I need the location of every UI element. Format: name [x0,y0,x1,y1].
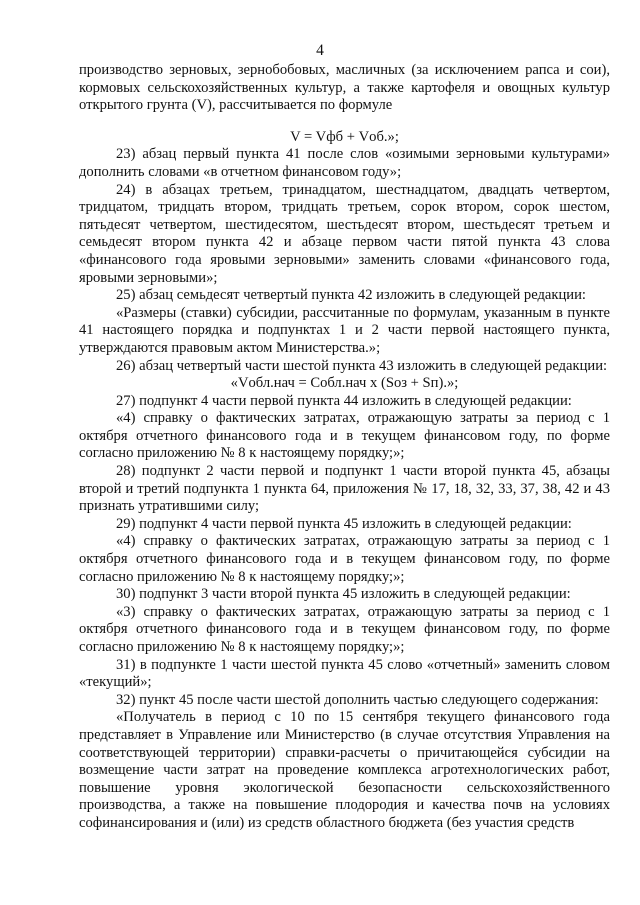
paragraph-item-27-text: «4) справку о фактических затратах, отражающую затраты за период с 1 октября отчетного финансового года и в текущем финансовом году, по форме согласно приложению № 8 к настоящему порядку;»; [79,410,610,462]
paragraph-item-27: 27) подпункт 4 части первой пункта 44 изложить в следующей редакции: [116,392,572,409]
paragraph-item-28: 28) подпункт 2 части первой и подпункт 1 части второй пункта 45, абзацы второй и третий подпункта 1 пункта 64, приложения № 17, 18, 32, 33, 37, 38, 42 и 43 признать утратившими силу; [79,463,610,515]
paragraph-item-24: 24) в абзацах третьем, тринадцатом, шестнадцатом, двадцать четвертом, тридцатом, тридцать втором, тридцать третьем, сорок втором, сорок шестом, пятьдесят четвертом, шестидесятом, шестьдесят втором, шестьдесят третьем и семьдесят втором пункта 42 и абзаце первом части пятой пункта 43 слова «финансового года яровыми зерновыми» заменить словами «финансового года, яровыми зерновыми»; [79,181,610,286]
paragraph-item-32: 32) пункт 45 после части шестой дополнить частью следующего содержания: [116,691,599,708]
paragraph-item-30-text: «3) справку о фактических затратах, отражающую затраты за период с 1 октября отчетного финансового года и в текущем финансовом году, по форме согласно приложению № 8 к настоящему порядку;»; [79,603,610,655]
paragraph-item-32-text: «Получатель в период с 10 по 15 сентября текущего финансового года представляет в Управление или Министерство (в случае отсутствия Управления на соответствующей территории) справки-расчеты о причитающейся субсидии на возмещение части затрат на проведение комплекса агротехнологических работ, повышение уровня экологической безопасности сельскохозяйственного производства, а также на повышение плодородия и качества почв на условиях софинансирования и (или) из средств областного бюджета (без участия средств [79,709,610,831]
paragraph-item-31: 31) в подпункте 1 части шестой пункта 45 слово «отчетный» заменить словом «текущий»; [79,656,610,691]
page-number: 4 [316,42,324,59]
paragraph-item-26: 26) абзац четвертый части шестой пункта 43 изложить в следующей редакции: [116,357,608,374]
paragraph-item-25-text: «Размеры (ставки) субсидии, рассчитанные по формулам, указанным в пункте 41 настоящего порядка и подпунктах 1 и 2 части первой настоящего пункта, утверждаются правовым актом Министерства.»; [79,304,610,356]
paragraph-item-25: 25) абзац семьдесят четвертый пункта 42 изложить в следующей редакции: [116,287,586,304]
formula-v: V = Vфб + Vоб.»; [290,128,399,145]
paragraph-item-29-text: «4) справку о фактических затратах, отражающую затраты за период с 1 октября отчетного финансового года и в текущем финансовом году, по форме согласно приложению № 8 к настоящему порядку;»; [79,533,610,585]
document-body [79,62,610,833]
paragraph-intro: производство зерновых, зернобобовых, масличных (за исключением рапса и сои), кормовых сельскохозяйственных культур, а также картофеля и овощных культур открытого грунта (V), рассчитывается по формуле [79,62,610,114]
paragraph-item-29: 29) подпункт 4 части первой пункта 45 изложить в следующей редакции: [116,515,572,532]
paragraph-item-30: 30) подпункт 3 части второй пункта 45 изложить в следующей редакции: [116,586,571,603]
paragraph-item-23: 23) абзац первый пункта 41 после слов «озимыми зерновыми культурами» дополнить словами «в отчетном финансовом году»; [79,146,610,180]
formula-vobl: «Vобл.нач = Собл.нач x (Sоз + Sп).»; [230,375,459,392]
